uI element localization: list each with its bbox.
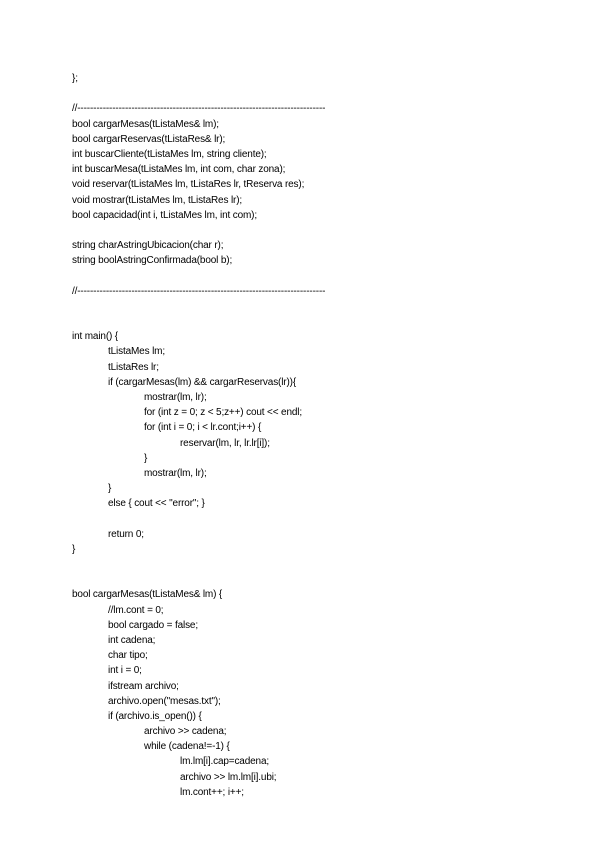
code-line: for (int i = 0; i < lr.cont;i++) {: [144, 422, 262, 434]
code-line: tListaMes lm;: [108, 346, 165, 358]
code-line: archivo >> cadena;: [144, 726, 227, 738]
blank-line: [72, 314, 325, 329]
code-line: }: [144, 452, 148, 464]
code-line: reservar(lm, lr, lr.lr[i]);: [180, 437, 270, 449]
code-line: if (archivo.is_open()) {: [108, 710, 202, 722]
code-line: }: [72, 543, 76, 555]
code-line: while (cadena!=-1) {: [144, 741, 230, 753]
code-line: }: [108, 483, 112, 495]
code-line: int i = 0;: [108, 665, 142, 677]
code-line: tListaRes lr;: [108, 361, 159, 373]
code-line: int cadena;: [108, 634, 156, 646]
code-line: //lm.cont = 0;: [108, 604, 164, 616]
code-line: };: [72, 73, 78, 84]
blank-line: [72, 86, 325, 101]
code-line: if (cargarMesas(lm) && cargarReservas(lr)){: [108, 376, 297, 388]
code-line: string charAstringUbicacion(char r);: [72, 240, 224, 252]
code-line: bool cargarMesas(tListaMes& lm) {: [72, 589, 223, 601]
code-line: //------------------------------------------------------------------------------: [72, 103, 326, 115]
code-line: else { cout << "error"; }: [108, 498, 205, 510]
code-line: bool cargarMesas(tListaMes& lm);: [72, 118, 219, 130]
code-line: bool cargarReservas(tListaRes& lr);: [72, 133, 226, 145]
code-line: bool cargado = false;: [108, 619, 198, 631]
code-line: archivo >> lm.lm[i].ubi;: [180, 771, 277, 783]
blank-line: [72, 572, 325, 587]
code-line: bool capacidad(int i, tListaMes lm, int com);: [72, 209, 257, 221]
code-line: mostrar(lm, lr);: [144, 391, 207, 403]
code-line: void reservar(tListaMes lm, tListaRes lr, tReserva res);: [72, 179, 305, 191]
code-line: int buscarCliente(tListaMes lm, string cliente);: [72, 148, 267, 160]
code-line: //------------------------------------------------------------------------------: [72, 285, 326, 297]
code-line: void mostrar(tListaMes lm, tListaRes lr);: [72, 194, 242, 206]
blank-line: [72, 511, 325, 526]
code-line: mostrar(lm, lr);: [144, 467, 207, 479]
blank-line: [72, 268, 325, 283]
code-line: for (int z = 0; z < 5;z++) cout << endl;: [144, 407, 302, 419]
code-line: return 0;: [108, 528, 144, 540]
code-line: ifstream archivo;: [108, 680, 179, 692]
code-listing: [72, 71, 325, 800]
code-line: int buscarMesa(tListaMes lm, int com, char zona);: [72, 164, 286, 176]
code-line: archivo.open("mesas.txt");: [108, 695, 221, 707]
code-line: char tipo;: [108, 650, 148, 662]
code-line: string boolAstringConfirmada(bool b);: [72, 255, 233, 267]
code-line: lm.lm[i].cap=cadena;: [180, 756, 269, 768]
blank-line: [72, 223, 325, 238]
code-line: lm.cont++; i++;: [180, 786, 244, 798]
blank-line: [72, 557, 325, 572]
code-line: int main() {: [72, 331, 118, 343]
blank-line: [72, 299, 325, 314]
